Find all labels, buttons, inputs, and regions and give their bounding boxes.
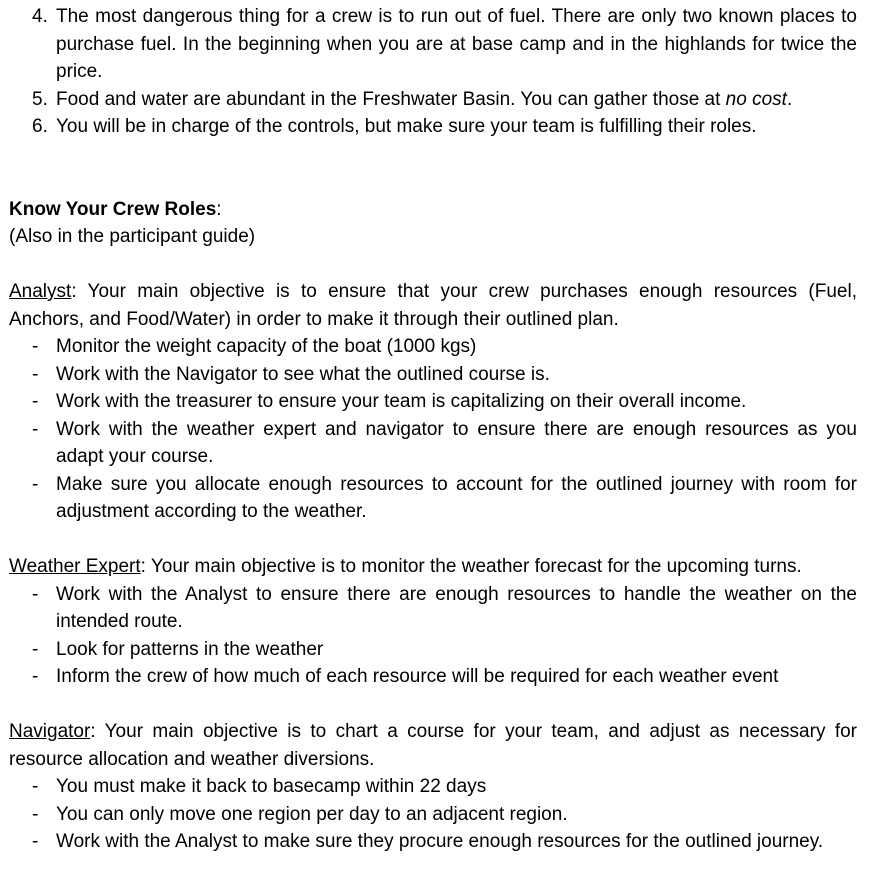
rule-number: 6. — [32, 116, 48, 137]
bullet-marker: - — [32, 583, 39, 605]
bullet-text: Look for patterns in the weather — [56, 638, 324, 660]
bullet-item — [9, 773, 857, 801]
bullet-text: Work with the treasurer to ensure your team is capitalizing on their overall income. — [56, 391, 747, 412]
bullet-text: You can only move one region per day to an adjacent region. — [56, 803, 568, 825]
rule-number: 5. — [32, 88, 48, 110]
rule-text: The most dangerous thing for a crew is to run out of fuel. There are only two known places to purchase fuel. In the beginning when you are at base camp and in the highlands for twice the price. — [56, 6, 857, 82]
role-bullets — [9, 333, 857, 526]
bullet-text: You must make it back to basecamp within 22 days — [56, 776, 487, 797]
bullet-item — [9, 361, 857, 389]
bullet-text: Work with the Analyst to ensure there are enough resources to handle the weather on the intended route. — [56, 583, 857, 632]
role-objective: : Your main objective is to chart a course for your team, and adjust as necessary for resource allocation and weather diversions. — [9, 721, 857, 770]
role-description — [9, 278, 857, 333]
bullet-marker: - — [32, 418, 39, 440]
bullet-marker: - — [32, 666, 39, 687]
section-subtitle: (Also in the participant guide) — [9, 226, 256, 247]
bullet-text: Work with the weather expert and navigator to ensure there are enough resources as you adapt your course. — [56, 418, 857, 467]
role-navigator — [9, 718, 857, 856]
bullet-text: Monitor the weight capacity of the boat (1000 kgs) — [56, 336, 477, 357]
bullet-marker: - — [32, 336, 39, 357]
bullet-item — [9, 636, 857, 664]
bullet-marker: - — [32, 831, 39, 852]
bullet-item — [9, 828, 857, 856]
role-name: Analyst — [9, 281, 72, 302]
bullet-text: Work with the Analyst to make sure they procure enough resources for the outlined journey. — [56, 831, 824, 852]
bullet-marker: - — [32, 776, 39, 797]
crew-roles-heading — [9, 196, 857, 224]
section-title: Know Your Crew Roles — [9, 198, 217, 220]
section-title-colon: : — [216, 198, 222, 220]
rule-item — [9, 86, 857, 114]
role-name: Weather Expert — [9, 556, 141, 577]
rule-text: You will be in charge of the controls, but make sure your team is fulfilling their roles. — [56, 116, 757, 137]
rule-item — [9, 3, 857, 86]
role-weather-expert — [9, 553, 857, 691]
role-bullets — [9, 773, 857, 856]
bullet-text: Make sure you allocate enough resources to account for the outlined journey with room for adjustment according to the weather. — [56, 473, 857, 522]
bullet-item — [9, 471, 857, 526]
rule-item — [9, 113, 857, 141]
bullet-marker: - — [32, 803, 39, 825]
role-description — [9, 553, 857, 581]
rule-text-end: . — [786, 88, 793, 110]
role-description — [9, 718, 857, 773]
role-objective: : Your main objective is to ensure that your crew purchases enough resources (Fuel, Anchors, and Food/Water) in order to make it through their outlined plan. — [9, 281, 857, 330]
rule-number: 4. — [32, 6, 48, 27]
role-analyst — [9, 278, 857, 526]
bullet-item — [9, 333, 857, 361]
role-objective: : Your main objective is to monitor the weather forecast for the upcoming turns. — [140, 556, 802, 577]
bullet-marker: - — [32, 638, 39, 660]
bullet-marker: - — [32, 473, 39, 495]
bullet-item — [9, 663, 857, 691]
bullet-item — [9, 581, 857, 636]
bullet-marker: - — [32, 391, 39, 412]
bullet-text: Inform the crew of how much of each resource will be required for each weather event — [56, 666, 779, 687]
role-name: Navigator — [9, 721, 91, 742]
bullet-marker: - — [32, 363, 39, 385]
rule-text: Food and water are abundant in the Freshwater Basin. You can gather those at — [56, 88, 726, 110]
bullet-text: Work with the Navigator to see what the outlined course is. — [56, 363, 550, 385]
role-bullets — [9, 581, 857, 691]
bullet-item — [9, 801, 857, 829]
bullet-item — [9, 416, 857, 471]
document-page — [9, 3, 857, 856]
rule-emphasis: no cost — [725, 88, 787, 110]
bullet-item — [9, 388, 857, 416]
rules-list — [9, 3, 857, 141]
